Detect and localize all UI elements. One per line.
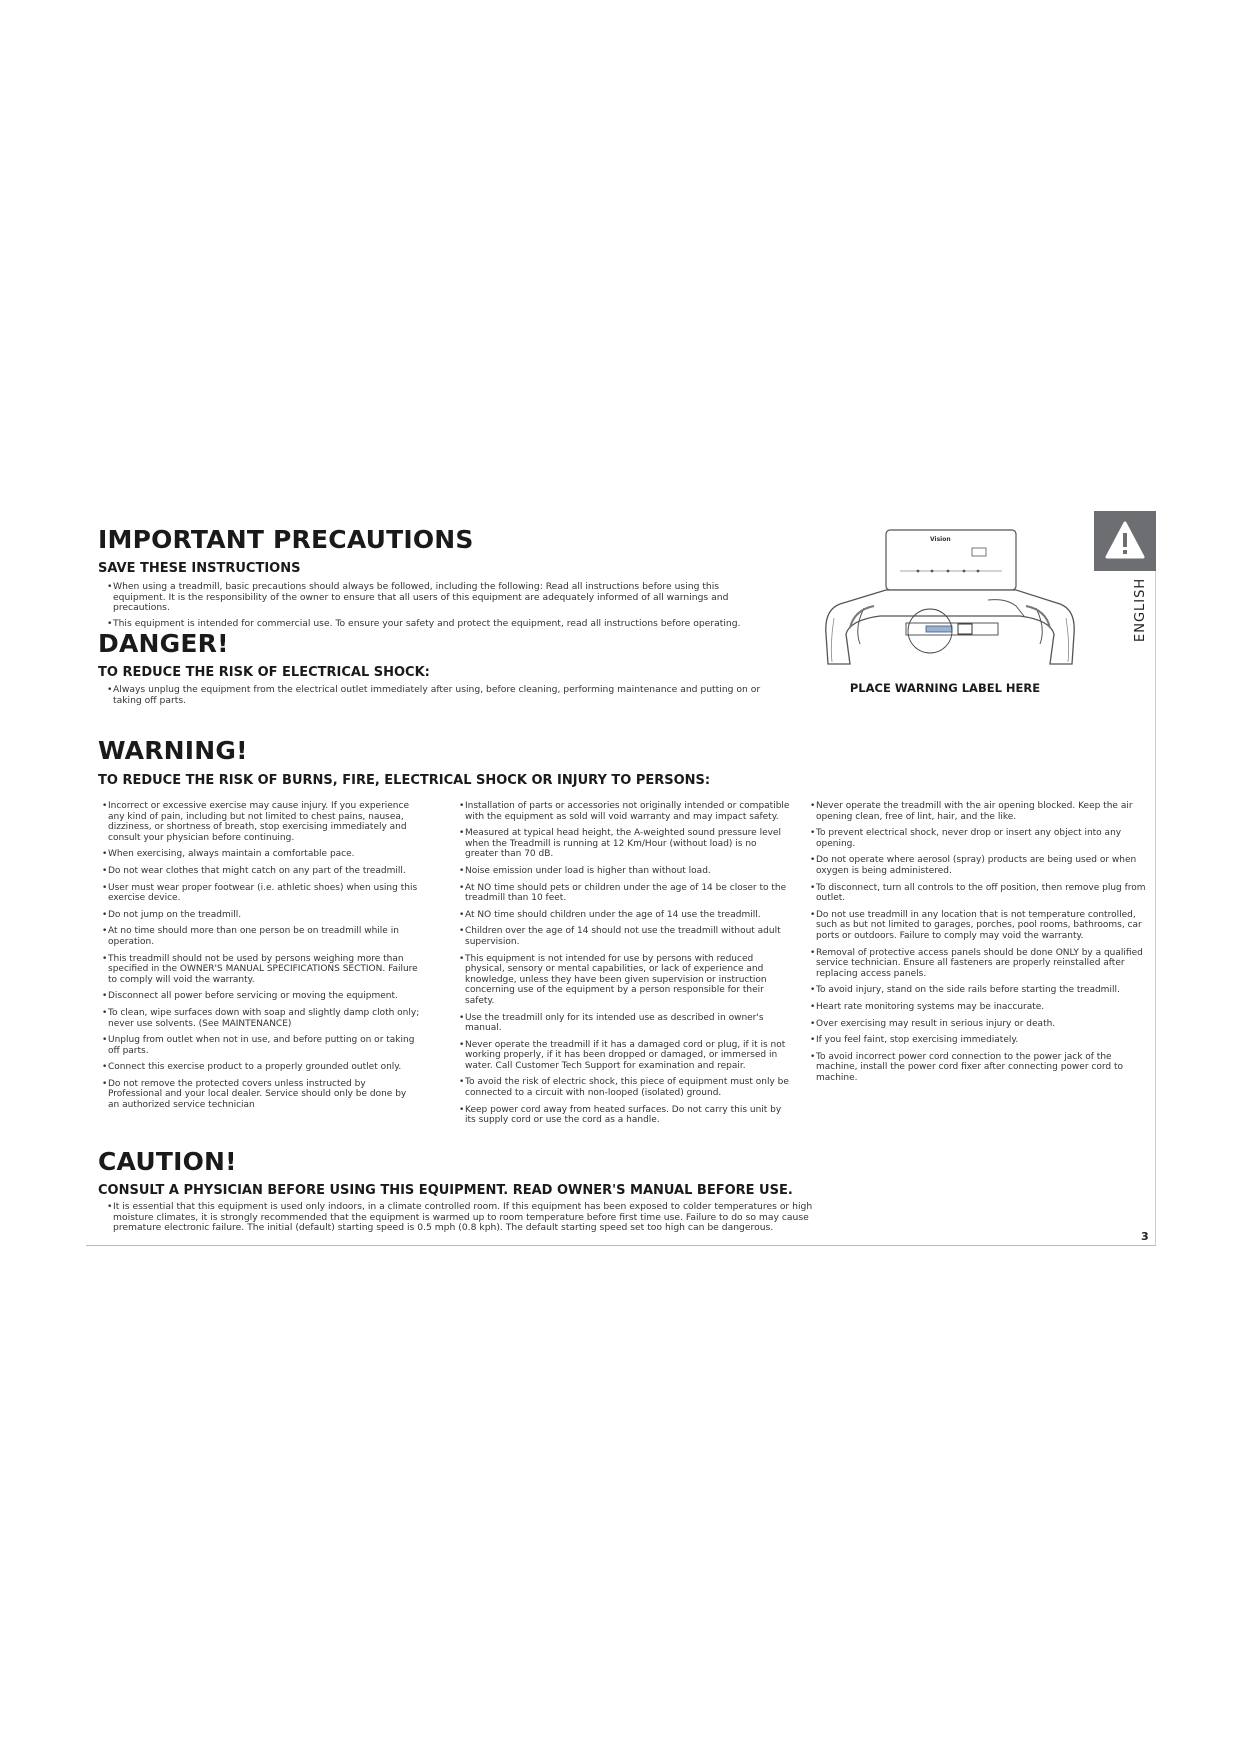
list-item: • Over exercising may result in serious injury or death. — [808, 1019, 1148, 1030]
list-item: • To avoid incorrect power cord connection to the power jack of the machine, install the power cord fixer after connecting power cord to machine. — [808, 1052, 1148, 1084]
warning-column-1 — [100, 801, 420, 1117]
danger-title: DANGER! — [98, 629, 229, 658]
list-item: • Do not wear clothes that might catch on any part of the treadmill. — [100, 866, 420, 877]
warning-tab — [1094, 511, 1156, 571]
warning-label-caption: PLACE WARNING LABEL HERE — [849, 681, 1041, 695]
precautions-title: IMPORTANT PRECAUTIONS — [98, 525, 474, 554]
list-item: • When using a treadmill, basic precautions should always be followed, including the following: Read all instructions before using this equipment. It is the responsibility of the owner to ensure that all users of this equipment are adequately informed of all warnings and precautions. — [104, 582, 769, 614]
list-item: • Keep power cord away from heated surfaces. Do not carry this unit by its supply cord or use the cord as a handle. — [457, 1105, 792, 1126]
list-item: • Connect this exercise product to a properly grounded outlet only. — [100, 1062, 420, 1073]
list-item: • To prevent electrical shock, never drop or insert any object into any opening. — [808, 828, 1148, 849]
list-item: • User must wear proper footwear (i.e. athletic shoes) when using this exercise device. — [100, 883, 420, 904]
caution-subtitle: CONSULT A PHYSICIAN BEFORE USING THIS EQUIPMENT. READ OWNER'S MANUAL BEFORE USE. — [98, 1183, 793, 1198]
warning-title: WARNING! — [98, 736, 248, 765]
list-item: • At NO time should pets or children under the age of 14 be closer to the treadmill than 10 feet. — [457, 883, 792, 904]
list-item: • At no time should more than one person be on treadmill while in operation. — [100, 926, 420, 947]
list-item: • Do not remove the protected covers unless instructed by Professional and your local dealer. Service should only be done by an authorized service technician — [100, 1079, 420, 1111]
warning-column-3 — [808, 801, 1148, 1089]
list-item: • At NO time should children under the age of 14 use the treadmill. — [457, 910, 792, 921]
page-number: 3 — [1141, 1230, 1149, 1243]
treadmill-console-illustration — [820, 524, 1080, 674]
list-item: • To avoid injury, stand on the side rails before starting the treadmill. — [808, 985, 1148, 996]
list-item: • To disconnect, turn all controls to the off position, then remove plug from outlet. — [808, 883, 1148, 904]
precautions-subtitle: SAVE THESE INSTRUCTIONS — [98, 561, 301, 576]
language-label: ENGLISH — [1133, 577, 1148, 642]
list-item: • Heart rate monitoring systems may be inaccurate. — [808, 1002, 1148, 1013]
footer-rule — [86, 1245, 1156, 1246]
list-item: • When exercising, always maintain a comfortable pace. — [100, 849, 420, 860]
warning-triangle-icon — [1094, 511, 1156, 571]
list-item: • Do not operate where aerosol (spray) products are being used or when oxygen is being administered. — [808, 855, 1148, 876]
brand-mark: Vision — [930, 536, 951, 543]
list-item: • To clean, wipe surfaces down with soap and slightly damp cloth only; never use solvents. (See MAINTENANCE) — [100, 1008, 420, 1029]
warning-column-2 — [457, 801, 792, 1132]
list-item: • Removal of protective access panels should be done ONLY by a qualified service technician. Ensure all fasteners are properly reinstalled after replacing access panels. — [808, 948, 1148, 980]
list-item: • Use the treadmill only for its intended use as described in owner's manual. — [457, 1013, 792, 1034]
list-item: • It is essential that this equipment is used only indoors, in a climate controlled room. If this equipment has been exposed to colder temperatures or high moisture climates, it is strongly recommended that the equipment is warmed up to room temperature before first time use. Failure to do so may cause premature electronic failure. The initial (default) starting speed is 0.5 mph (0.8 kph). The default starting speed set too high can be dangerous. — [104, 1202, 844, 1234]
list-item: • This treadmill should not be used by persons weighing more than specified in the OWNER'S MANUAL SPECIFICATIONS SECTION. Failure to comply will void the warranty. — [100, 954, 420, 986]
list-item: • Always unplug the equipment from the electrical outlet immediately after using, before cleaning, performing maintenance and putting on or taking off parts. — [104, 685, 764, 706]
list-item: • Incorrect or excessive exercise may cause injury. If you experience any kind of pain, including but not limited to chest pains, nausea, dizziness, or shortness of breath, stop exercising immediately and consult your physician before continuing. — [100, 801, 420, 843]
list-item: • Disconnect all power before servicing or moving the equipment. — [100, 991, 420, 1002]
list-item: • Children over the age of 14 should not use the treadmill without adult supervision. — [457, 926, 792, 947]
caution-list — [104, 1202, 844, 1239]
page-edge-line — [1155, 571, 1156, 1245]
list-item: • This equipment is not intended for use by persons with reduced physical, sensory or mental capabilities, or lack of experience and knowledge, unless they have been given supervision or instruction concerning use of the equipment by a person responsible for their safety. — [457, 954, 792, 1007]
precautions-list — [104, 582, 769, 634]
list-item: • Installation of parts or accessories not originally intended or compatible with the equipment as sold will void warranty and may impact safety. — [457, 801, 792, 822]
list-item: • To avoid the risk of electric shock, this piece of equipment must only be connected to a circuit with non-looped (isolated) ground. — [457, 1077, 792, 1098]
list-item: • Never operate the treadmill if it has a damaged cord or plug, if it is not working properly, if it has been dropped or damaged, or immersed in water. Call Customer Tech Support for examination and repair. — [457, 1040, 792, 1072]
list-item: • Measured at typical head height, the A-weighted sound pressure level when the Treadmill is running at 12 Km/Hour (without load) is no greater than 70 dB. — [457, 828, 792, 860]
list-item: • Do not jump on the treadmill. — [100, 910, 420, 921]
caution-title: CAUTION! — [98, 1147, 237, 1176]
list-item: • Never operate the treadmill with the air opening blocked. Keep the air opening clean, free of lint, hair, and the like. — [808, 801, 1148, 822]
danger-list — [104, 685, 764, 711]
danger-subtitle: TO REDUCE THE RISK OF ELECTRICAL SHOCK: — [98, 665, 430, 680]
list-item: • Do not use treadmill in any location that is not temperature controlled, such as but not limited to garages, porches, pool rooms, bathrooms, car ports or outdoors. Failure to comply may void the warranty. — [808, 910, 1148, 942]
list-item: • Unplug from outlet when not in use, and before putting on or taking off parts. — [100, 1035, 420, 1056]
list-item: • If you feel faint, stop exercising immediately. — [808, 1035, 1148, 1046]
warning-subtitle: TO REDUCE THE RISK OF BURNS, FIRE, ELECTRICAL SHOCK OR INJURY TO PERSONS: — [98, 773, 711, 788]
list-item: • This equipment is intended for commercial use. To ensure your safety and protect the equipment, read all instructions before operating. — [104, 619, 769, 630]
list-item: • Noise emission under load is higher than without load. — [457, 866, 792, 877]
